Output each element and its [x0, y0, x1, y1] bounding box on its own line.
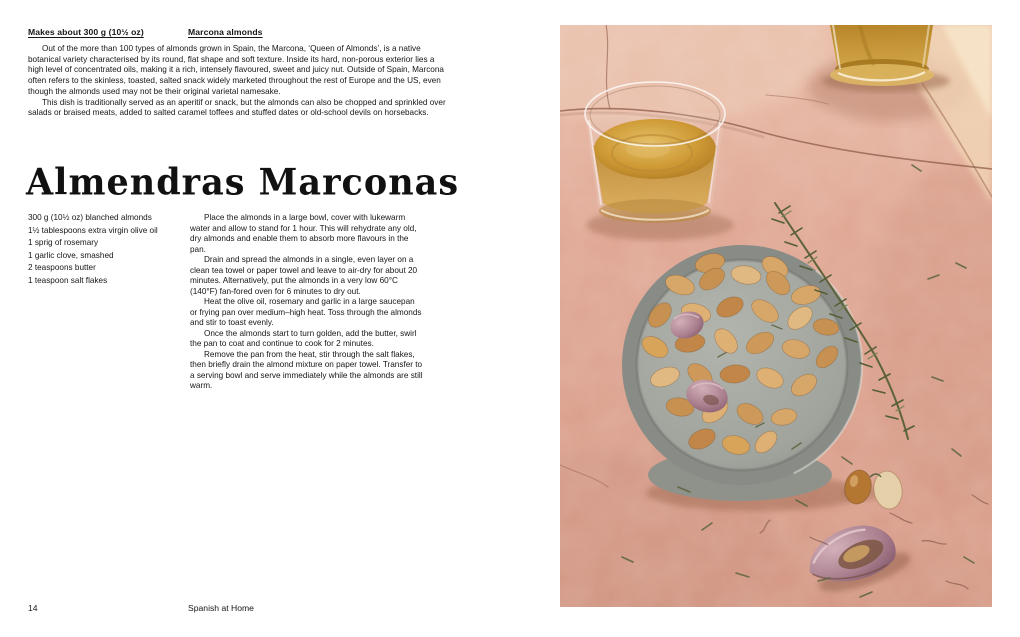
book-title: Spanish at Home	[188, 603, 254, 613]
intro-paragraph: This dish is traditionally served as an aperitif or snack, but the almonds can also be chopped and sprinkled over salads or braised meats, added to salted caramel toffees and stuffed dates or old-school devils on horsebacks.	[28, 97, 446, 118]
recipe-photo	[560, 25, 992, 607]
intro-text	[28, 44, 452, 119]
method-step: Place the almonds in a large bowl, cover with lukewarm water and allow to stand for 1 hour. This will rehydrate any old, dry almonds and enable them to absorb more flavours in the pan.	[190, 213, 417, 254]
method-step: Once the almonds start to turn golden, add the butter, swirl the pan to coat and continue to cook for 2 minutes.	[190, 328, 417, 348]
ingredient-item: 1 garlic clove, smashed	[28, 250, 114, 260]
ingredient-item: 1½ tablespoons extra virgin olive oil	[28, 225, 158, 235]
ingredient-item: 1 sprig of rosemary	[28, 238, 99, 248]
ingredient-item: 2 teaspoons butter	[28, 263, 96, 273]
ingredient-list	[28, 213, 180, 289]
page-number: 14	[28, 603, 38, 613]
ingredient-item: 1 teaspoon salt flakes	[28, 275, 108, 285]
ingredient-item: 300 g (10½ oz) blanched almonds	[28, 213, 152, 222]
intro-paragraph: Out of the more than 100 types of almonds grown in Spain, the Marcona, ‘Queen of Almonds’, is a native botanical variety characterised by its round, flat shape and soft texture. Inside its hard, non-porous exterior lies a high level of concentrated oils, making it a rich, intensely flavoured, sweet and juicy nut. Outside of Spain, Marcona often refers to the skinless, toasted, salted snack widely marketed throughout the rest of Europe and the US, even though the almonds used may not be their original varietal namesake.	[28, 44, 444, 96]
photo-grain	[560, 25, 992, 607]
method-step: Drain and spread the almonds in a single, even layer on a clean tea towel or paper towel and leave to air-dry for about 20 minutes. Alternatively, put the almonds in a very low 60°C (140°F) fan-fored oven for 6 minutes to dry out.	[190, 255, 418, 296]
yield-label: Makes about 300 g (10½ oz)	[28, 27, 144, 37]
method-step: Remove the pan from the heat, stir through the salt flakes, then briefly drain the almond mixture on paper towel. Transfer to a serving bowl and serve immediately while the almonds are still warm.	[190, 349, 423, 390]
recipe-title: Almendras Marconas	[26, 161, 460, 204]
method-text	[190, 213, 423, 392]
method-step: Heat the olive oil, rosemary and garlic in a large saucepan or frying pan over medium–high heat. Toss through the almonds and stir to toast evenly.	[190, 297, 422, 327]
headnote-label: Marcona almonds	[188, 27, 263, 37]
